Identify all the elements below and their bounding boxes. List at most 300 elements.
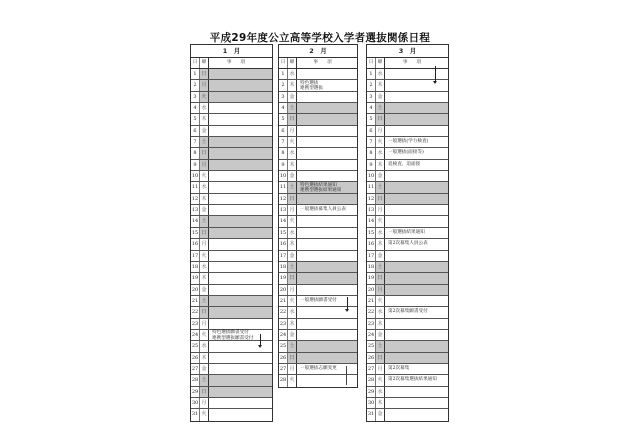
event-cell [209,296,272,306]
day-number: 15 [367,228,376,238]
calendar-row [279,126,357,137]
calendar-row [279,216,357,227]
weekday: 木 [376,160,385,170]
column-header-weekday: 曜 [288,58,297,68]
event-cell [209,194,272,204]
weekday: 木 [376,80,385,90]
event-cell [385,296,448,306]
calendar-row [191,194,272,205]
calendar-row [191,228,272,239]
day-number: 14 [279,216,288,226]
day-number: 21 [279,296,288,306]
weekday: 水 [200,182,209,192]
event-cell [209,103,272,113]
day-number: 4 [367,103,376,113]
day-number: 4 [279,103,288,113]
calendar-row [279,273,357,284]
calendar-row [279,239,357,250]
day-number: 20 [191,285,200,295]
weekday: 水 [200,262,209,272]
weekday: 木 [200,273,209,283]
event-cell [209,398,272,408]
weekday: 日 [288,114,297,124]
event-cell [297,103,357,113]
day-number: 26 [367,353,376,363]
event-cell [297,341,357,351]
weekday: 木 [288,160,297,170]
event-text: 特色選抜 [300,80,319,86]
event-cell [385,375,448,385]
weekday: 日 [200,69,209,79]
day-number: 26 [191,353,200,363]
calendar-row [191,92,272,103]
calendar-row [367,205,448,216]
event-text: 第2次募集選抜結果通知 [388,377,437,383]
event-cell [209,375,272,385]
day-number: 25 [191,341,200,351]
event-cell [385,341,448,351]
day-number: 23 [279,319,288,329]
day-number: 23 [367,319,376,329]
event-cell [209,80,272,90]
weekday: 水 [376,228,385,238]
weekday: 金 [376,92,385,102]
event-cell [385,126,448,136]
calendar-row [367,364,448,375]
calendar-row [191,160,272,171]
day-number: 27 [191,364,200,374]
calendar-row [191,285,272,296]
column-header-day: 日 [191,58,200,68]
calendar-row [279,148,357,159]
calendar-row [367,239,448,250]
event-cell [297,251,357,261]
calendar-row [279,80,357,91]
weekday: 土 [288,341,297,351]
weekday: 水 [200,103,209,113]
event-cell [209,148,272,158]
calendar-row [191,182,272,193]
event-cell [385,307,448,317]
weekday: 土 [200,137,209,147]
page-title: 平成29年度公立高等学校入学者選抜関係日程 [209,32,431,44]
month-table-february [278,44,358,388]
day-number: 8 [191,148,200,158]
day-number: 19 [191,273,200,283]
day-number: 10 [367,171,376,181]
day-number: 1 [367,69,376,79]
day-number: 4 [191,103,200,113]
event-text: 連携型選抜願書受付 [212,335,254,341]
event-cell [385,171,448,181]
calendar-row [191,239,272,250]
event-cell [209,364,272,374]
day-number: 25 [367,341,376,351]
weekday: 土 [288,182,297,192]
event-text: 一般選抜募集人員公表 [300,207,346,213]
weekday: 土 [200,375,209,385]
weekday: 金 [376,251,385,261]
calendar-row [191,364,272,375]
day-number: 5 [367,114,376,124]
day-number: 24 [279,330,288,340]
day-number: 18 [367,262,376,272]
calendar-row [191,216,272,227]
day-number: 16 [367,239,376,249]
calendar-row [279,228,357,239]
event-cell [209,137,272,147]
column-header-weekday: 曜 [200,58,209,68]
event-cell [209,216,272,226]
day-number: 3 [191,92,200,102]
calendar-row [279,205,357,216]
calendar-row [191,126,272,137]
event-cell [385,137,448,147]
month-table-january [190,44,273,422]
day-number: 19 [367,273,376,283]
day-number: 14 [191,216,200,226]
day-number: 23 [191,319,200,329]
weekday: 金 [288,92,297,102]
day-number: 1 [191,69,200,79]
day-number: 22 [367,307,376,317]
calendar-row [191,114,272,125]
event-cell [297,148,357,158]
calendar-row [279,194,357,205]
event-cell [385,216,448,226]
calendar-row [367,353,448,364]
day-number: 9 [191,160,200,170]
day-number: 31 [191,409,200,420]
arrow-down-icon [435,66,436,82]
event-cell [209,69,272,79]
event-cell [385,251,448,261]
event-cell [297,228,357,238]
day-number: 17 [367,251,376,261]
weekday: 日 [376,114,385,124]
day-number: 2 [191,80,200,90]
month-header-february: 2 月 [279,45,357,58]
event-cell [297,126,357,136]
event-cell [385,319,448,329]
event-cell [385,239,448,249]
event-cell [385,103,448,113]
event-text: 連携型選抜結果通知 [300,188,342,194]
event-cell [209,341,272,351]
weekday: 月 [200,319,209,329]
event-cell [209,262,272,272]
calendar-row [191,296,272,307]
column-header-events: 事項 [226,60,255,65]
calendar-row [279,285,357,296]
calendar-row [279,182,357,193]
calendar-row [191,69,272,80]
event-text: 第2次募集 [388,365,410,371]
weekday: 月 [376,205,385,215]
day-number: 16 [279,239,288,249]
weekday: 金 [288,330,297,340]
calendar-row [367,375,448,386]
day-number: 7 [367,137,376,147]
weekday: 土 [288,262,297,272]
day-number: 11 [367,182,376,192]
weekday: 水 [200,341,209,351]
weekday: 木 [376,319,385,329]
event-text: 第2次募集人員公表 [388,241,428,247]
day-number: 9 [367,160,376,170]
event-cell [297,285,357,295]
day-number: 3 [279,92,288,102]
column-headers [191,58,272,69]
calendar-row [367,194,448,205]
event-cell [385,262,448,272]
event-text: 一般選抜(学力検査) [388,139,429,145]
weekday: 木 [200,353,209,363]
weekday: 水 [288,228,297,238]
day-number: 2 [279,80,288,90]
weekday: 日 [200,228,209,238]
weekday: 水 [376,307,385,317]
calendar-row [191,319,272,330]
column-header-events: 事項 [313,60,341,65]
event-cell [297,137,357,147]
event-cell [297,205,357,215]
event-cell [297,296,357,306]
calendar-row [191,398,272,409]
weekday: 火 [200,251,209,261]
day-number: 7 [191,137,200,147]
weekday: 火 [288,137,297,147]
calendar-row [191,307,272,318]
calendar-row [191,148,272,159]
event-cell [209,92,272,102]
weekday: 木 [288,80,297,90]
event-cell [297,69,357,79]
arrow-down-icon [260,334,261,346]
weekday: 金 [200,205,209,215]
event-cell [297,364,357,374]
calendar-row [191,409,272,420]
event-cell [209,307,272,317]
weekday: 火 [376,216,385,226]
calendar-row [279,103,357,114]
weekday: 金 [288,251,297,261]
event-cell [385,330,448,340]
month-table-march [366,44,449,422]
month-header-march: 3 月 [367,45,448,58]
day-number: 24 [367,330,376,340]
day-number: 20 [367,285,376,295]
event-cell [209,285,272,295]
day-number: 2 [367,80,376,90]
calendar-row [191,353,272,364]
calendar-row [367,126,448,137]
day-number: 25 [279,341,288,351]
event-cell [385,398,448,408]
event-cell [385,160,448,170]
weekday: 水 [288,69,297,79]
calendar-row [367,228,448,239]
day-number: 6 [191,126,200,136]
event-cell [385,205,448,215]
event-cell [297,160,357,170]
day-number: 28 [279,375,288,386]
event-cell [385,114,448,124]
calendar-row [367,341,448,352]
event-cell [209,126,272,136]
weekday: 水 [376,387,385,397]
event-cell [209,205,272,215]
weekday: 月 [288,364,297,374]
weekday: 月 [200,80,209,90]
day-number: 21 [191,296,200,306]
weekday: 木 [200,114,209,124]
day-number: 1 [279,69,288,79]
day-number: 7 [279,137,288,147]
day-number: 19 [279,273,288,283]
day-number: 22 [279,307,288,317]
calendar-row [367,330,448,341]
event-cell [297,262,357,272]
weekday: 日 [200,148,209,158]
day-number: 31 [367,409,376,420]
weekday: 日 [200,307,209,317]
event-text: 一般選抜願書受付 [300,297,337,303]
calendar-row [279,319,357,330]
day-number: 20 [279,285,288,295]
event-cell [297,194,357,204]
day-number: 8 [279,148,288,158]
weekday: 土 [288,103,297,113]
weekday: 土 [200,216,209,226]
weekday: 日 [288,194,297,204]
calendar-row [191,137,272,148]
calendar-row [279,341,357,352]
weekday: 日 [376,194,385,204]
weekday: 水 [288,148,297,158]
weekday: 土 [376,103,385,113]
calendar-row [191,273,272,284]
day-number: 24 [191,330,200,340]
event-text: 追検査、追面接 [388,161,421,167]
weekday: 日 [376,273,385,283]
calendar-row [279,137,357,148]
calendar-row [367,273,448,284]
day-number: 16 [191,239,200,249]
weekday: 金 [376,409,385,420]
day-number: 11 [191,182,200,192]
weekday: 日 [288,273,297,283]
calendar-row [279,251,357,262]
calendar-row [367,262,448,273]
event-cell [297,182,357,192]
event-cell [385,353,448,363]
weekday: 金 [200,285,209,295]
weekday: 月 [376,364,385,374]
event-cell [209,171,272,181]
calendar-row [279,330,357,341]
event-cell [385,194,448,204]
weekday: 金 [376,171,385,181]
weekday: 月 [200,398,209,408]
calendar-row [191,375,272,386]
weekday: 月 [200,239,209,249]
day-number: 18 [279,262,288,272]
event-cell [209,228,272,238]
event-cell [209,160,272,170]
weekday: 木 [288,239,297,249]
calendar-row [367,285,448,296]
event-cell [385,285,448,295]
calendar-row [191,171,272,182]
calendar-row [191,103,272,114]
day-number: 12 [191,194,200,204]
weekday: 木 [376,239,385,249]
day-number: 22 [191,307,200,317]
event-cell [209,409,272,420]
day-number: 13 [367,205,376,215]
calendar-row [367,216,448,227]
day-number: 10 [279,171,288,181]
calendar-row [367,137,448,148]
calendar-row [367,307,448,318]
event-cell [385,92,448,102]
weekday: 火 [200,171,209,181]
calendar-row [367,296,448,307]
day-number: 29 [367,387,376,397]
weekday: 火 [288,216,297,226]
weekday: 火 [376,375,385,385]
event-text: 一般選抜志願変更 [300,365,337,371]
calendar-row [279,92,357,103]
day-number: 27 [367,364,376,374]
column-headers [279,58,357,69]
day-number: 13 [279,205,288,215]
day-number: 18 [191,262,200,272]
calendar-row [367,182,448,193]
event-cell [385,273,448,283]
calendar-row [367,92,448,103]
calendar-row [367,171,448,182]
event-cell [209,182,272,192]
event-cell [297,319,357,329]
calendar-row [191,251,272,262]
event-text: 一般選抜(面接等) [388,150,424,156]
day-number: 14 [367,216,376,226]
calendar-row [367,387,448,398]
day-number: 17 [279,251,288,261]
day-number: 8 [367,148,376,158]
weekday: 水 [376,69,385,79]
day-number: 15 [279,228,288,238]
weekday: 土 [200,296,209,306]
weekday: 月 [288,285,297,295]
weekday: 土 [376,182,385,192]
calendar-row [367,103,448,114]
duration-line [346,366,347,385]
day-number: 29 [191,387,200,397]
day-number: 3 [367,92,376,102]
day-number: 26 [279,353,288,363]
event-cell [297,171,357,181]
calendar-row [279,296,357,307]
weekday: 金 [376,330,385,340]
calendar-row [367,160,448,171]
day-number: 21 [367,296,376,306]
event-cell [297,353,357,363]
event-cell [297,80,357,90]
event-cell [209,330,272,340]
